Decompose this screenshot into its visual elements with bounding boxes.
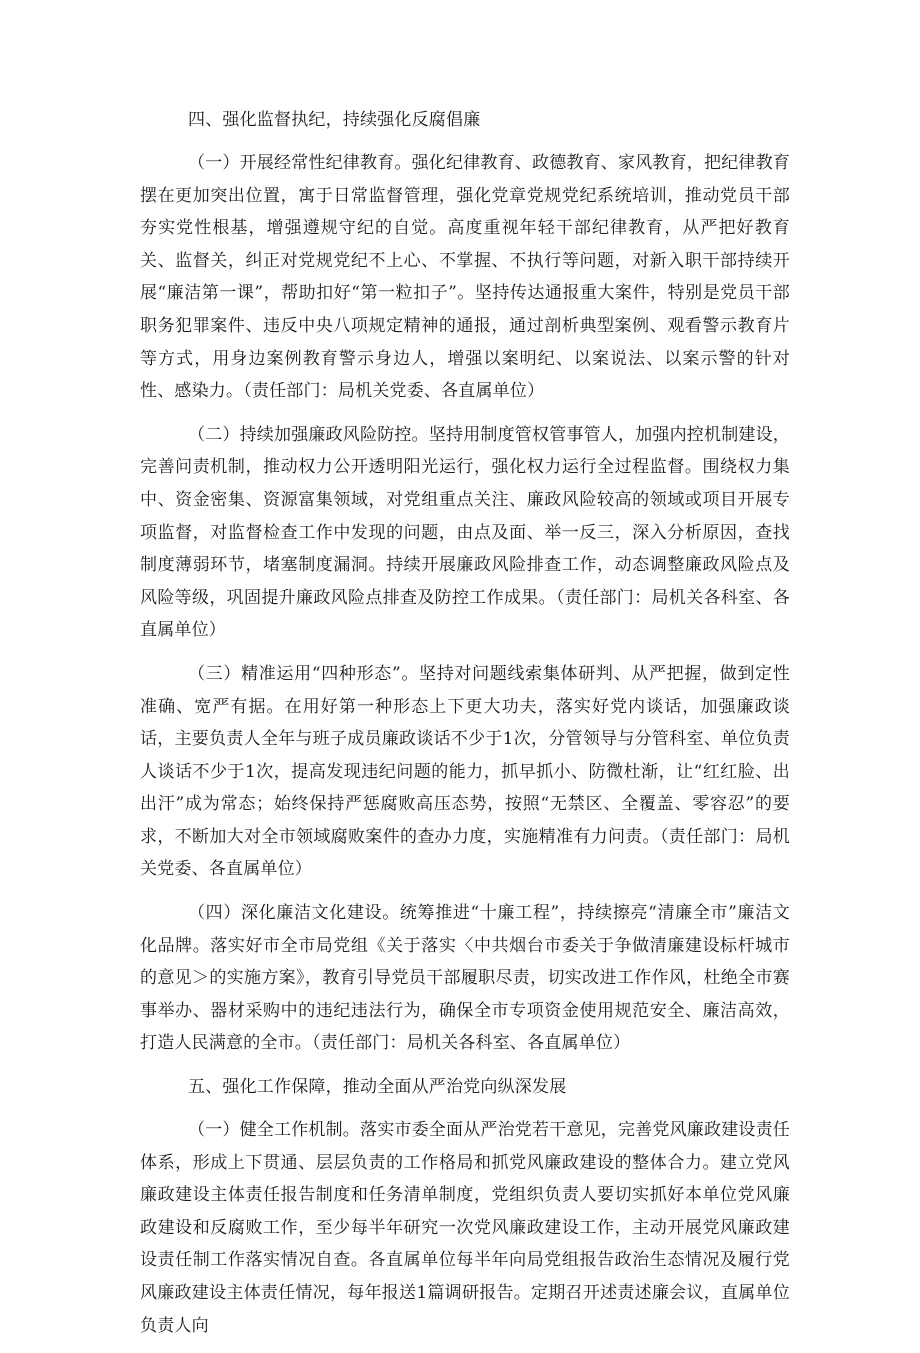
document-page — [140, 104, 790, 1353]
section-heading: 五、强化工作保障，推动全面从严治党向纵深发展 — [188, 1077, 567, 1098]
paragraph: （二）持续加强廉政风险防控。坚持用制度管权管事管人，加强内控机制建设，完善问责机制，推动权力公开透明阳光运行，强化权力运行全过程监督。围绕权力集中、资金密集、资源富集领域，对党组重点关注、廉政风险较高的领域或项目开展专项监督，对监督检查工作中发现的问题，由点及面、举一反三，深入分析原因，查找制度薄弱环节，堵塞制度漏洞。持续开展廉政风险排查工作，动态调整廉政风险点及风险等级，巩固提升廉政风险点排查及防控工作成果。（责任部门：局机关各科室、各直属单位） — [140, 424, 790, 641]
section-4 — [140, 104, 790, 1060]
paragraph: （一）开展经常性纪律教育。强化纪律教育、政德教育、家风教育，把纪律教育摆在更加突出位置，寓于日常监督管理，强化党章党规党纪系统培训，推动党员干部夯实党性根基，增强遵规守纪的自觉。高度重视年轻干部纪律教育，从严把好教育关、监督关，纠正对党规党纪不上心、不掌握、不执行等问题，对新入职干部持续开展“廉洁第一课”，帮助扣好“第一粒扣子”。坚持传达通报重大案件，特别是党员干部职务犯罪案件、违反中央八项规定精神的通报，通过剖析典型案例、观看警示教育片等方式，用身边案例教育警示身边人，增强以案明纪、以案说法、以案示警的针对性、感染力。（责任部门：局机关党委、各直属单位） — [140, 153, 790, 402]
section-heading: 四、强化监督执纪，持续强化反腐倡廉 — [188, 110, 481, 130]
paragraph: （四）深化廉洁文化建设。统筹推进“十廉工程”，持续擦亮“清廉全市”廉洁文化品牌。落实好市全市局党组《关于落实〈中共烟台市委关于争做清廉建设标杆城市的意见＞的实施方案》，教育引导党员干部履职尽责，切实改进工作作风，杜绝全市赛事举办、器材采购中的违纪违法行为，确保全市专项资金使用规范安全、廉洁高效，打造人民满意的全市。（责任部门：局机关各科室、各直属单位） — [140, 903, 790, 1054]
paragraph: （一）健全工作机制。落实市委全面从严治党若干意见，完善党风廉政建设责任体系，形成上下贯通、层层负责的工作格局和抓党风廉政建设的整体合力。建立党风廉政建设主体责任报告制度和任务清单制度，党组织负责人要切实抓好本单位党风廉政建设和反腐败工作，至少每半年研究一次党风廉政建设工作，主动开展党风廉政建设责任制工作落实情况自查。各直属单位每半年向局党组报告政治生态情况及履行党风廉政建设主体责任情况，每年报送1篇调研报告。定期召开述责述廉会议，直属单位负责人向 — [140, 1120, 790, 1336]
paragraph: （三）精准运用“四种形态”。坚持对问题线索集体研判、从严把握，做到定性准确、宽严有据。在用好第一种形态上下更大功夫，落实好党内谈话，加强廉政谈话，主要负责人全年与班子成员廉政谈话不少于1次，分管领导与分管科室、单位负责人谈话不少于1次，提高发现违纪问题的能力，抓早抓小、防微杜渐，让“红红脸、出出汗”成为常态；始终保持严惩腐败高压态势，按照“无禁区、全覆盖、零容忍”的要求，不断加大对全市领域腐败案件的查办力度，实施精准有力问责。（责任部门：局机关党委、各直属单位） — [140, 663, 790, 880]
section-5 — [140, 1071, 790, 1342]
